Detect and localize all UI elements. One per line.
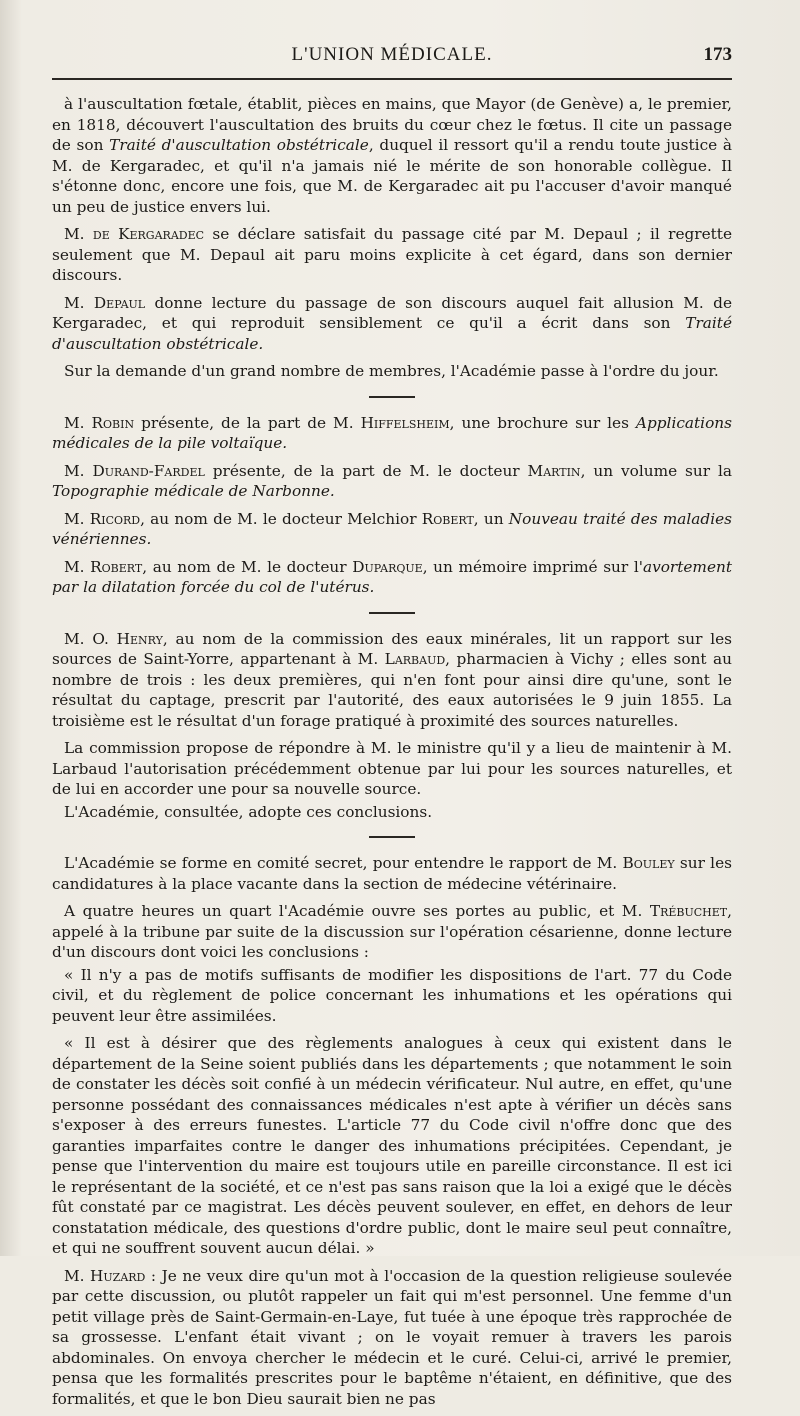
journal-title: L'UNION MÉDICALE. — [291, 44, 493, 65]
person-name: M. O. Henry — [64, 629, 163, 648]
person-name: M. Robin — [64, 413, 135, 432]
section-separator — [369, 612, 415, 614]
text-run: , une brochure sur les — [449, 413, 636, 432]
text-run: à l'auscultation fœtale, établit, pièces en mains, que Mayor (de Genève) a, le premier, en 1818, découvert l'auscultation des bruits du cœur chez le fœtus. Il cite un passage de son — [52, 95, 732, 154]
paragraph — [52, 1266, 732, 1410]
text-run: se déclare satisfait du passage cité par M. Depaul ; il regrette seulement que M. Depaul ait paru moins explicite à cet égard, dans son dernier discours. — [52, 225, 733, 284]
text-run: , appelé à la tribune par suite de la discussion sur l'opération césarienne, donne lecture d'un discours dont voici les conclusions : — [52, 902, 732, 961]
person-name: Hiffelsheim — [360, 413, 450, 432]
section-separator — [369, 396, 415, 398]
paragraph — [52, 293, 732, 355]
paragraph — [52, 901, 732, 963]
person-name: Duparque — [352, 557, 423, 576]
person-name: Martin — [527, 461, 581, 480]
text-run: , un — [473, 509, 509, 528]
person-name: M. de Kergaradec — [64, 225, 205, 243]
page-content — [52, 44, 732, 1416]
paragraph — [52, 557, 732, 598]
text-run: « Il est à désirer que des règlements analogues à ceux qui existent dans le département de la Seine soient publiés dans les départements ; que notamment le soin de constater les décès soit confié à un médecin vérificateur. Nul autre, en effet, qu'une personne possédant des connaissances médicales n'est apte à vérifier un décès sans s'exposer à des erreurs funestes. L'article 77 du Code civil n'offre donc que des garanties imparfaites contre le danger des inhumations précipitées. Cependant, je pense que l'intervention du maire est toujours utile en pareille circonstance. Il est ici le représentant de la société, et ce n'est pas sans raison que la loi a exigé que le décès fût constaté par ce magistrat. Les décès peuvent soulever, en effet, en dehors de leur constatation médicale, des questions d'ordre public, dont le maire seul peut connaître, et qui ne souffrent souvent aucun délai. » — [52, 1034, 732, 1257]
text-run: présente, de la part de M. le docteur — [204, 461, 528, 480]
running-head — [52, 44, 732, 80]
text-run: , un volume sur la — [580, 461, 732, 480]
text-run: , duquel il ressort qu'il a rendu toute justice à M. de Kergaradec, et qu'il n'a jamais nié le mérite de son honorable collègue. Il s'étonne donc, encore une fois, que M. de Kergaradec ait pu l'accuser d'avoir manqué un peu de justice envers lui. — [52, 136, 733, 216]
title-italic: avortement par la dilatation forcée du col de l'utérus. — [52, 557, 732, 596]
text-run: L'Académie se forme en comité secret, pour entendre le rapport de M. — [64, 854, 623, 872]
section-separator — [369, 836, 415, 838]
paragraph — [52, 965, 732, 1027]
paragraph — [52, 224, 732, 286]
person-name: Robert — [421, 509, 474, 528]
person-name: Bouley — [622, 854, 675, 872]
text-run: A quatre heures un quart l'Académie ouvre ses portes au public, et M. — [64, 902, 650, 920]
person-name: M. Huzard — [64, 1266, 146, 1285]
title-italic: Traité d'auscultation obstétricale. — [52, 314, 732, 353]
title-italic: Topographie médicale de Narbonne. — [52, 482, 335, 500]
paragraph — [52, 802, 732, 823]
paragraph — [52, 461, 732, 502]
paragraph — [52, 413, 732, 454]
title-italic: Traité d'auscultation obstétricale — [109, 136, 369, 154]
article-body — [52, 94, 732, 1409]
text-run: , pharmacien à Vichy ; elles sont au nombre de trois : les deux premières, qui n'en font pour ainsi dire qu'une, sont le résultat du captage, prescrit par l'autorité, des eaux autorisées le 9 juin 1855. La troisième est le résultat d'un forage pratiqué à proximité des sources naturelles. — [52, 650, 732, 730]
text-run: , au nom de M. le docteur Melchior — [140, 509, 422, 528]
person-name: Larbaud — [384, 650, 446, 668]
text-run: , un mémoire imprimé sur l' — [422, 557, 643, 576]
paragraph — [52, 361, 732, 382]
text-run: présente, de la part de M. — [134, 413, 361, 432]
title-italic: Applications médicales de la pile voltaïque. — [52, 413, 732, 452]
person-name: M. Ricord — [64, 509, 141, 528]
text-run: L'Académie, consultée, adopte ces conclusions. — [64, 802, 433, 821]
page-number: 173 — [703, 44, 732, 65]
text-run: : Je ne veux dire qu'un mot à l'occasion de la question religieuse soulevée par cette discussion, ou plutôt rappeler un fait qui m'est personnel. Une femme d'un petit village près de Saint-Germain-en-Laye, fut tuée à une époque très rapprochée de sa grossesse. L'enfant était vivant ; on le voyait remuer à travers les parois abdominales. On envoya chercher le médecin et le curé. Celui-ci, arrivé le premier, pensa que les formalités prescrites pour le baptême n'étaient, en définitive, que des formalités, et que le bon Dieu saurait bien ne pas — [52, 1266, 732, 1408]
paragraph — [52, 1033, 732, 1259]
text-run: , au nom de la commission des eaux minérales, lit un rapport sur les sources de Saint-Yorre, appartenant à M. — [52, 629, 732, 668]
person-name: M. Robert — [64, 557, 143, 576]
person-name: M. Durand-Fardel — [64, 461, 205, 480]
text-run: sur les candidatures à la place vacante dans la section de médecine vétérinaire. — [52, 854, 732, 893]
text-run: , au nom de M. le docteur — [142, 557, 353, 576]
person-name: M. Depaul — [64, 293, 146, 312]
paragraph — [52, 629, 732, 732]
paragraph — [52, 738, 732, 800]
text-run: La commission propose de répondre à M. le ministre qu'il y a lieu de maintenir à M. Larbaud l'autorisation précédemment obtenue par lui pour les sources naturelles, et de lui en accorder une pour sa nouvelle source. — [52, 739, 732, 798]
person-name: Trébuchet — [649, 902, 728, 920]
text-run: donne lecture du passage de son discours auquel fait allusion M. de Kergaradec, et qui reproduit sensiblement ce qu'il a écrit dans son — [52, 293, 732, 332]
text-run: Sur la demande d'un grand nombre de membres, l'Académie passe à l'ordre du jour. — [64, 362, 719, 380]
text-run: « Il n'y a pas de motifs suffisants de modifier les dispositions de l'art. 77 du Code civil, et du règlement de police concernant les inhumations et les opérations qui peuvent leur être assimilées. — [52, 965, 732, 1025]
paragraph — [52, 94, 732, 217]
title-italic: Nouveau traité des maladies vénériennes. — [52, 509, 733, 548]
paragraph — [52, 509, 732, 550]
paragraph — [52, 853, 732, 894]
